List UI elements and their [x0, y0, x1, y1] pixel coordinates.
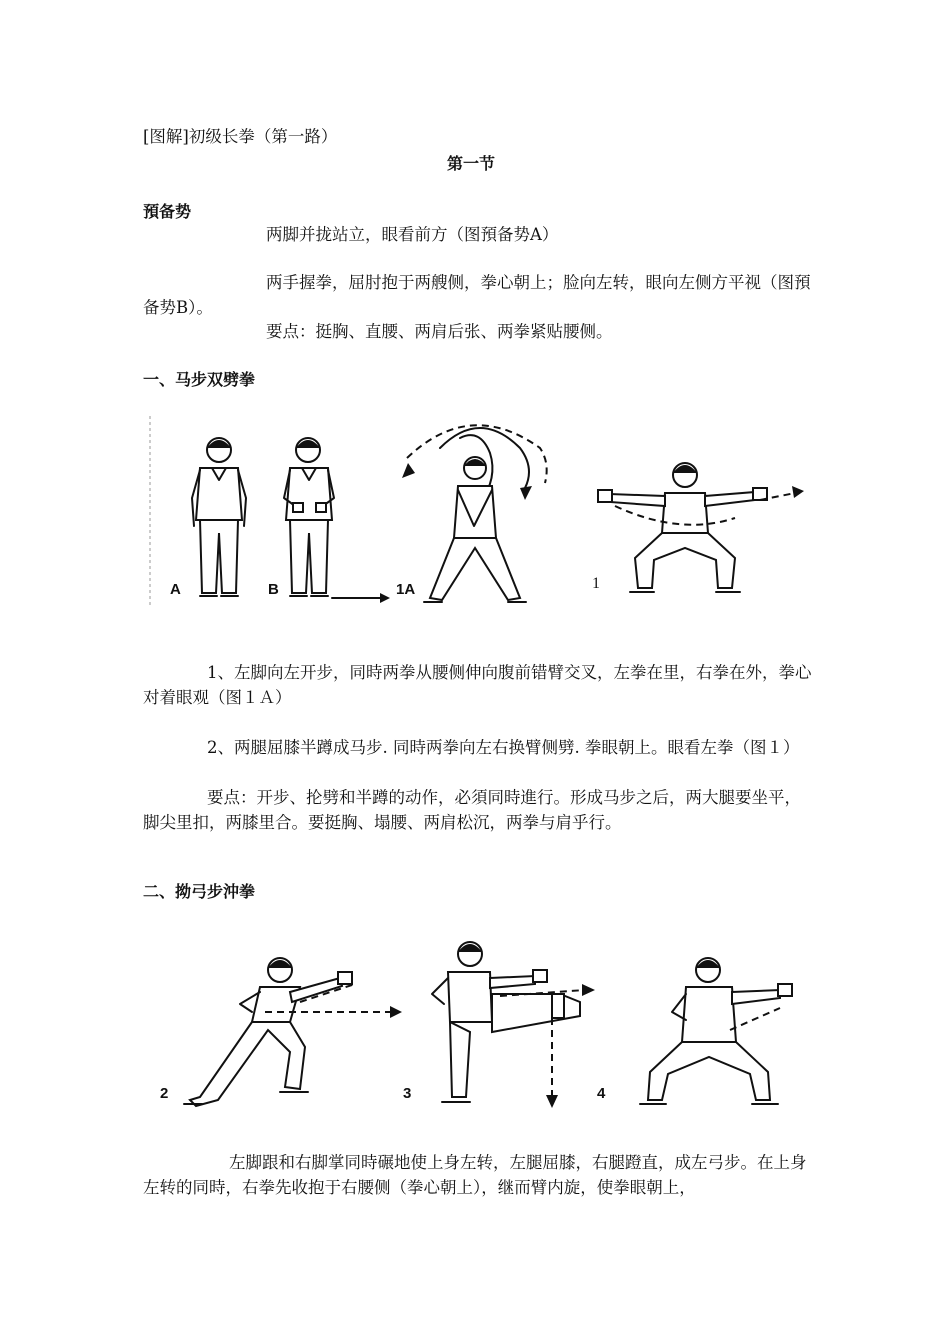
figure-4-horse-stance-punch	[640, 958, 792, 1104]
prep-line2: 两手握拳，屈肘抱于两艘侧，拳心朝上；脸向左转，眼向左侧方平视（图預备势B）。	[143, 273, 811, 317]
move1-key-points: 要点：开步、抡劈和半蹲的动作，必須同時進行。形成马步之后，两大腿要坐平，脚尖里扣，两膝里合。要挺胸、塌腰、两肩松沉，两拳与肩乎行。	[143, 788, 801, 832]
figure-a-standing	[192, 438, 246, 596]
fig-label-2: 2	[160, 1085, 169, 1102]
document-title: [图解]初级长拳（第一路）	[143, 127, 338, 146]
move1-illustration	[140, 408, 820, 613]
figure-1a-crossed-arms	[402, 425, 547, 602]
figure-2-bow-stance-punch	[184, 958, 402, 1106]
prep-heading: 預备势	[143, 202, 192, 221]
move1-paragraph-2: 2、两腿屈膝半蹲成马步. 同時两拳向左右换臂侧劈. 拳眼朝上。眼看左拳（图１）	[207, 738, 800, 757]
fig-label-a: A	[170, 581, 181, 598]
fig-label-3: 3	[403, 1085, 412, 1102]
fig-label-1: 1	[592, 575, 600, 592]
figure-b-fists-at-waist	[284, 438, 390, 603]
move1-paragraph-1: 1、左脚向左开步，同時两拳从腰侧伸向腹前错臂交叉，左拳在里，右拳在外，拳心对着眼观（图１Ａ）	[143, 663, 812, 707]
section-title: 第一节	[447, 154, 496, 173]
prep-line3: 要点：挺胸、直腰、两肩后张、两拳紧贴腰侧。	[266, 322, 613, 341]
move1-heading: 一、马步双劈拳	[143, 370, 256, 389]
prep-line1: 两脚并拢站立，眼看前方（图預备势A）	[266, 225, 559, 244]
fig-label-1a: 1A	[396, 581, 416, 598]
figure-1-horse-stance	[598, 463, 804, 592]
fig-label-4: 4	[597, 1085, 606, 1102]
figure-3-kick	[432, 942, 595, 1108]
fig-label-b: B	[268, 581, 279, 598]
move2-heading: 二、拗弓步沖拳	[143, 882, 256, 901]
move2-illustration	[140, 932, 820, 1117]
move2-paragraph-1: 左脚跟和右脚掌同時碾地使上身左转，左腿屈膝，右腿蹬直，成左弓步。在上身左转的同時，右拳先收抱于右腰侧（拳心朝上），继而臂内旋，使拳眼朝上，	[143, 1153, 807, 1197]
